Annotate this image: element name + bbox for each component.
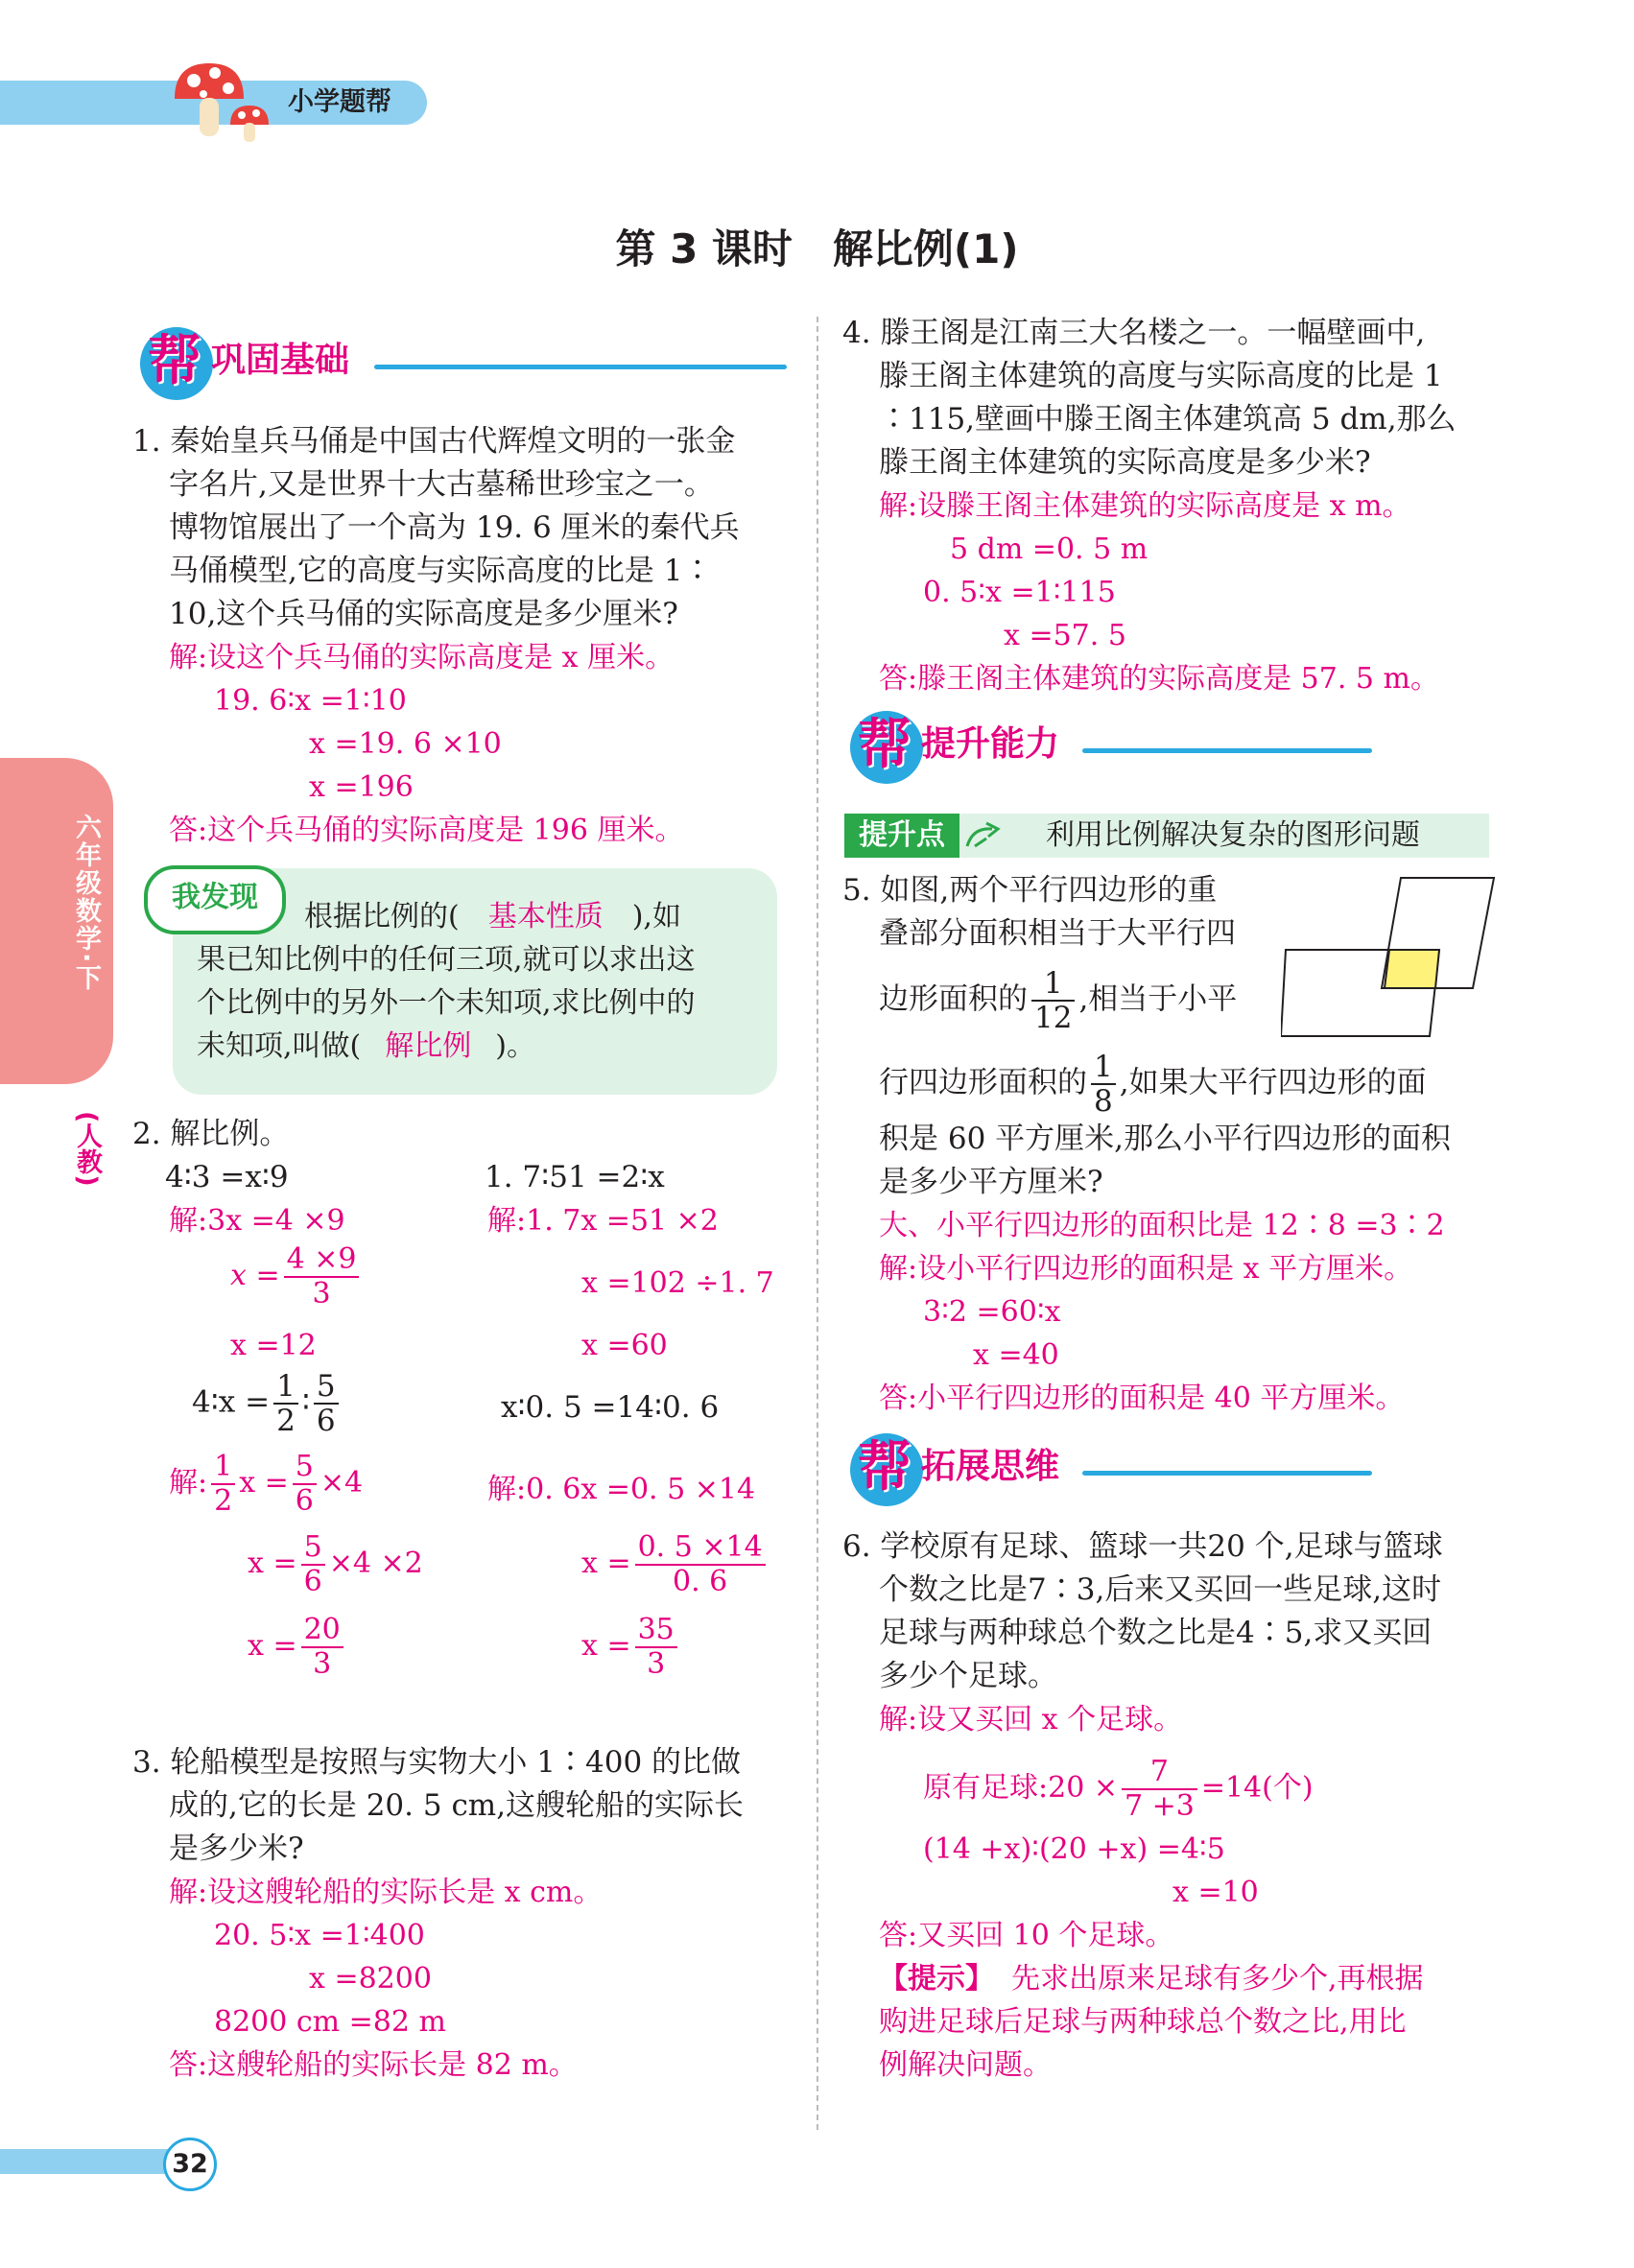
arrow-icon bbox=[963, 819, 1006, 852]
discover-text: 根据比例的( 基本性质 ),如 果已知比例中的任何三项,就可以求出这 个比例中的另外一个未知项,求比例中的 未知项,叫做( 解比例 )。 bbox=[197, 900, 696, 1063]
side-tab-edition: (人教) bbox=[72, 1111, 102, 1187]
q2b-step1: 解:1. 7x =51 ×2 bbox=[487, 1204, 719, 1238]
section-badge: 帮 bbox=[858, 1436, 912, 1499]
q2a-step2: x = $\frac{4 \times 9}{3}$ bbox=[230, 1243, 363, 1311]
page-title: 第 3 课时 解比例(1) bbox=[615, 225, 1019, 272]
q4-answer-intro: 解:设滕王阁主体建筑的实际高度是 x m。 bbox=[879, 489, 1411, 523]
page-number: 32 bbox=[163, 2138, 217, 2191]
q3-question: 3. 轮船模型是按照与实物大小 1∶400 的比做 成的,它的长是 20. 5 cm,这艘轮船的实际长 是多少米? bbox=[132, 1745, 745, 1866]
q2b-step2: x =102 ÷1. 7 bbox=[581, 1266, 774, 1300]
section-extend-header bbox=[844, 1428, 1497, 1514]
section-label: 拓展思维 bbox=[921, 1447, 1060, 1486]
q3-answer-step3: 8200 cm =82 m bbox=[214, 2005, 446, 2039]
q6-answer-step3: x =10 bbox=[1172, 1876, 1259, 1909]
tip-point-badge: 提升点 bbox=[844, 814, 959, 858]
q6-answer-step2: (14 +x)∶(20 +x) =4∶5 bbox=[923, 1832, 1225, 1866]
q2-title: 2. 解比例。 bbox=[132, 1117, 290, 1151]
q6-answer-final: 答:又买回 10 个足球。 bbox=[879, 1919, 1174, 1952]
side-tab-label: 六年级数学·下 bbox=[71, 814, 101, 993]
q3-answer-step2: x =8200 bbox=[309, 1962, 432, 1996]
q2c-step1: 解: $\frac{1}{2}$ x = $\frac{5}{6}$ ×4 bbox=[169, 1450, 364, 1518]
discover-blank2: 解比例 bbox=[385, 1029, 472, 1063]
q6-answer-intro: 解:设又买回 x 个足球。 bbox=[879, 1703, 1183, 1736]
q2a-step3: x =12 bbox=[230, 1329, 317, 1362]
section-badge: 帮 bbox=[858, 714, 912, 776]
q2c-step2: x = $\frac{5}{6}$ ×4 ×2 bbox=[248, 1530, 423, 1598]
q2d-equation: x∶0. 5 =14∶0. 6 bbox=[501, 1390, 720, 1425]
section-label: 提升能力 bbox=[921, 724, 1060, 764]
q2d-step1: 解:0. 6x =0. 5 ×14 bbox=[487, 1473, 756, 1506]
q2b-equation: 1. 7∶51 =2∶x bbox=[485, 1160, 665, 1194]
q1-answer-step2: x =19. 6 ×10 bbox=[309, 727, 502, 761]
q1-answer-final: 答:这个兵马俑的实际高度是 196 厘米。 bbox=[169, 814, 684, 847]
q5-line1: 5. 如图,两个平行四边形的重 bbox=[842, 873, 1218, 908]
section-badge: 帮 bbox=[148, 330, 201, 392]
tip-point-text: 利用比例解决复杂的图形问题 bbox=[1046, 818, 1420, 852]
q5-line5: 积是 60 平方厘米,那么小平行四边形的面积 bbox=[879, 1122, 1452, 1156]
q5-line6: 是多少平方厘米? bbox=[879, 1165, 1103, 1199]
q2d-step2: x = $\frac{0. 5 \times 14}{0. 6}$ bbox=[581, 1531, 770, 1598]
q2d-step3: x = $\frac{35}{3}$ bbox=[581, 1614, 681, 1681]
section-label: 巩固基础 bbox=[211, 341, 350, 380]
q5-answer-final: 答:小平行四边形的面积是 40 平方厘米。 bbox=[879, 1382, 1405, 1415]
q6-question: 6. 学校原有足球、篮球一共20 个,足球与篮球 个数之比是7∶3,后来又买回一些足球,这时 足球与两种球总个数之比是4∶5,求又买回 多少个足球。 bbox=[842, 1529, 1443, 1693]
section-basic-header bbox=[134, 321, 787, 408]
discover-blank1: 基本性质 bbox=[487, 900, 604, 933]
hint-label: 【提示】 bbox=[879, 1962, 994, 1996]
q4-answer-final: 答:滕王阁主体建筑的实际高度是 57. 5 m。 bbox=[879, 662, 1439, 696]
q3-answer-final: 答:这艘轮船的实际长是 82 m。 bbox=[169, 2048, 578, 2082]
q4-answer-step2: 0. 5∶x =1∶115 bbox=[923, 576, 1116, 609]
q1-question: 1. 秦始皇兵马俑是中国古代辉煌文明的一张金 字名片,又是世界十大古墓稀世珍宝之一。 博物馆展出了一个高为 19. 6 厘米的秦代兵 马俑模型,它的高度与实际高度的比是 1∶ 10,这个兵马俑的实际高度是多少厘米? bbox=[132, 424, 740, 631]
q4-answer-step3: x =57. 5 bbox=[1004, 619, 1126, 652]
parallelograms-figure bbox=[1281, 868, 1502, 1041]
q6-hint: 【提示】 先求出原来足球有多少个,再根据 购进足球后足球与两种球总个数之比,用比 例解决问题。 bbox=[879, 1962, 1424, 2082]
mushroom-logo-icon bbox=[163, 56, 278, 147]
q5-answer-intro: 解:设小平行四边形的面积是 x 平方厘米。 bbox=[879, 1252, 1413, 1286]
brand-name: 小学题帮 bbox=[288, 87, 391, 117]
q6-answer-step1: 原有足球:20 × $\frac{7}{7 +3}$ =14(个) bbox=[923, 1755, 1314, 1823]
q4-answer-step1: 5 dm =0. 5 m bbox=[950, 532, 1149, 566]
q2c-equation: 4∶x = $\frac{1}{2}$ ∶ $\frac{5}{6}$ bbox=[192, 1370, 343, 1437]
q5-answer-step1: 3∶2 =60∶x bbox=[923, 1295, 1061, 1329]
column-divider bbox=[817, 317, 818, 2130]
q3-answer-intro: 解:设这艘轮船的实际长是 x cm。 bbox=[169, 1876, 603, 1909]
q5-answer-ratio: 大、小平行四边形的面积比是 12∶8 =3∶2 bbox=[879, 1209, 1445, 1242]
q5-line4: 行四边形面积的 $\frac{1}{8}$ ,如果大平行四边形的面 bbox=[879, 1050, 1427, 1119]
discover-badge: 我发现 bbox=[144, 865, 286, 934]
section-divider bbox=[1082, 748, 1372, 753]
q2a-step1: 解:3x =4 ×9 bbox=[169, 1204, 345, 1238]
q5-answer-step2: x =40 bbox=[973, 1338, 1059, 1372]
section-divider bbox=[1082, 1471, 1372, 1476]
q5-line3: 边形面积的 $\frac{1}{12}$ ,相当于小平 bbox=[879, 966, 1238, 1035]
q5-line2: 叠部分面积相当于大平行四 bbox=[879, 916, 1236, 951]
q1-answer-step1: 19. 6∶x =1∶10 bbox=[214, 684, 407, 718]
q1-answer-step3: x =196 bbox=[309, 770, 414, 804]
q2b-step3: x =60 bbox=[581, 1329, 668, 1362]
q2a-equation: 4∶3 =x∶9 bbox=[165, 1160, 289, 1194]
q4-question: 4. 滕王阁是江南三大名楼之一。一幅壁画中, 滕王阁主体建筑的高度与实际高度的比是 1 ∶115,壁画中滕王阁主体建筑高 5 dm,那么 滕王阁主体建筑的实际高度是多少米? bbox=[842, 316, 1456, 480]
section-improve-header bbox=[844, 705, 1497, 791]
section-divider bbox=[374, 365, 787, 369]
q3-answer-step1: 20. 5∶x =1∶400 bbox=[214, 1919, 425, 1952]
q2c-step3: x = $\frac{20}{3}$ bbox=[248, 1614, 347, 1681]
q1-answer-intro: 解:设这个兵马俑的实际高度是 x 厘米。 bbox=[169, 641, 675, 674]
